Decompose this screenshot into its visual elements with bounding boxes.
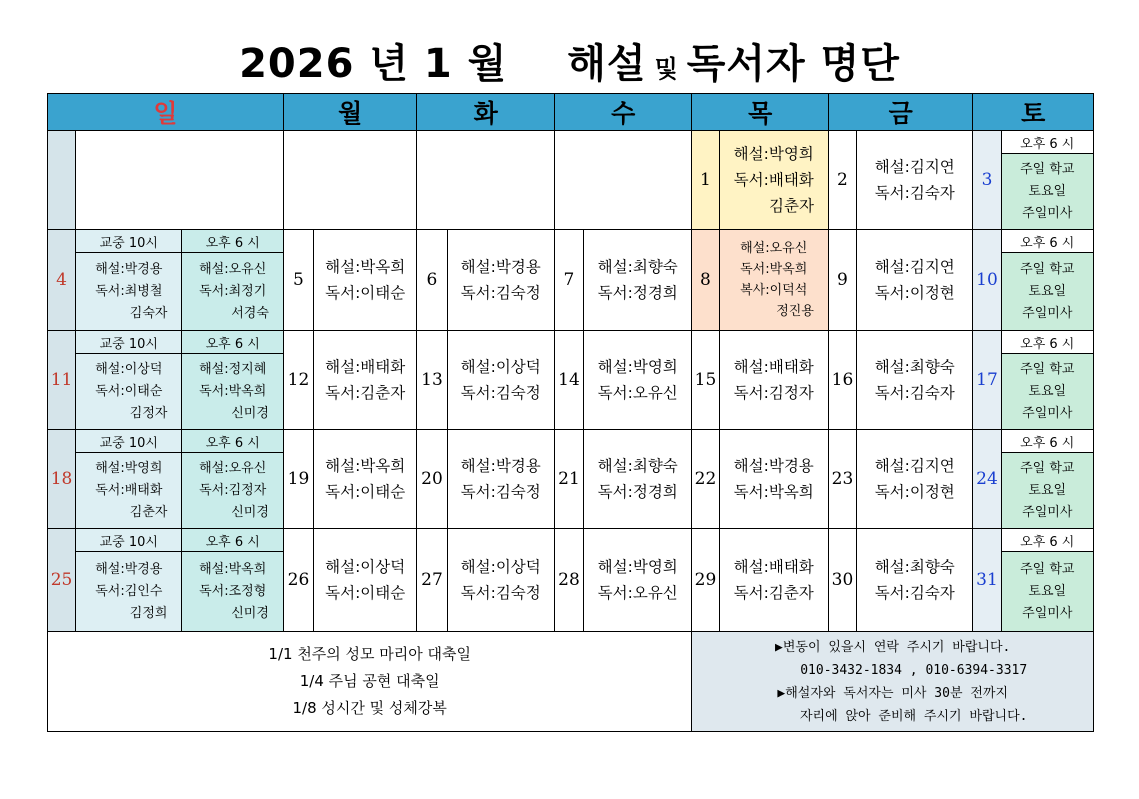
sat-mass-time: 오후 6 시 [1001,230,1093,253]
weekday-thu: 목 [692,94,829,131]
reader: 독서:김인수 [95,583,163,599]
commentator: 해설:박영희 [597,358,678,376]
reader: 독서:김춘자 [733,584,814,602]
reader-2: 김숙자 [129,305,168,321]
sun-evening-label: 오후 6 시 [182,230,283,253]
commentator: 해설:김지연 [874,158,955,176]
reader: 독서:김숙정 [460,384,541,402]
empty-cell [554,131,692,230]
week-row-4 [48,430,1094,453]
assignment-cell-special [719,230,828,331]
assignment-cell [857,430,973,529]
sun-evening-label: 오후 6 시 [182,529,283,552]
notice-line: ▶해설자와 독서자는 미사 30분 전까지 [777,685,1009,701]
commentator: 해설:최향숙 [597,457,678,475]
sat-line: 주일 학교 [1020,361,1075,377]
sat-mass-time: 오후 6 시 [1001,430,1093,453]
sat-line: 토요일 [1028,583,1067,599]
sun-evening-assignment [182,453,283,529]
commentator: 해설:이상덕 [95,361,163,377]
commentator: 해설:박경용 [733,457,814,475]
reader: 독서:김숙자 [874,584,955,602]
server: 복사:이덕석 [740,283,808,298]
reader: 독서:박옥희 [740,262,808,277]
assignment-cell [447,331,554,430]
empty-sun-date [48,131,76,230]
commentator: 해설:정지혜 [199,361,267,377]
assignment-cell [584,331,692,430]
date-number-sat: 10 [973,230,1001,331]
reader: 독서:오유신 [597,584,678,602]
reader-2: 김춘자 [129,504,168,520]
sat-mass-time: 오후 6 시 [1001,131,1093,154]
contact-notice [692,632,1094,732]
reader-2: 서경숙 [231,305,269,321]
sat-mass-time: 오후 6 시 [1001,529,1093,552]
notice-line: 자리에 앉아 준비해 주시기 바랍니다. [799,708,1028,724]
feast-note: 1/1 천주의 성모 마리아 대축일 [268,645,472,663]
sat-line: 주일미사 [1022,605,1073,621]
weekday-sat: 토 [973,94,1094,131]
weekday-wed: 수 [554,94,692,131]
reader: 독서:이정현 [874,284,955,302]
sat-line: 주일미사 [1022,504,1073,520]
assignment-cell [584,230,692,331]
sun-evening-label: 오후 6 시 [182,331,283,354]
commentator: 해설:박영희 [597,558,678,576]
date-number: 5 [283,230,313,331]
assignment-cell [314,331,417,430]
date-number: 22 [692,430,719,529]
commentator: 해설:박옥희 [325,457,406,475]
commentator: 해설:배태화 [325,358,406,376]
sat-line: 주일미사 [1022,205,1073,221]
date-number: 27 [417,529,447,632]
sun-morning-label: 교중 10시 [76,430,182,453]
date-number: 1 [692,131,719,230]
date-number-sat: 3 [973,131,1001,230]
commentator: 해설:박옥희 [325,258,406,276]
commentator: 해설:오유신 [199,460,267,476]
commentator: 해설:김지연 [874,258,955,276]
reader: 독서:김정자 [733,384,814,402]
assignment-cell [719,430,828,529]
week-row-3 [48,331,1094,354]
commentator: 해설:이상덕 [325,558,406,576]
commentator: 해설:박경용 [95,561,163,577]
empty-cell [76,131,284,230]
date-number: 20 [417,430,447,529]
weekday-header-row [48,94,1094,131]
sun-morning-assignment [76,354,182,430]
date-number: 30 [828,529,856,632]
commentator: 해설:최향숙 [874,358,955,376]
reader: 독서:김숙정 [460,483,541,501]
empty-cell [283,131,417,230]
assignment-cell [584,430,692,529]
assignment-cell [719,331,828,430]
date-number: 7 [554,230,583,331]
assignment-cell [447,230,554,331]
reader: 독서:박옥희 [199,383,267,399]
sun-morning-assignment [76,552,182,632]
week-row-2 [48,230,1094,253]
reader: 독서:최정기 [199,283,267,299]
phone-numbers: 010-3432-1834 , 010-6394-3317 [800,662,1028,678]
title-commentary: 해설 [567,41,647,87]
reader: 독서:박옥희 [733,483,814,501]
sat-line: 주일미사 [1022,405,1073,421]
date-number-sat: 24 [973,430,1001,529]
commentator: 해설:오유신 [740,241,808,256]
reader: 독서:배태화 [95,482,163,498]
reader: 독서:최병철 [95,283,163,299]
weekday-tue: 화 [417,94,555,131]
week-row-1 [48,131,1094,154]
date-number: 23 [828,430,856,529]
reader-2: 김춘자 [769,197,814,215]
commentator: 해설:이상덕 [460,358,541,376]
assignment-cell [584,529,692,632]
reader-2: 신미경 [231,504,269,520]
sun-morning-label: 교중 10시 [76,529,182,552]
commentator: 해설:이상덕 [460,558,541,576]
sun-morning-label: 교중 10시 [76,331,182,354]
date-number: 28 [554,529,583,632]
date-number: 14 [554,331,583,430]
assignment-cell [314,430,417,529]
sun-morning-assignment [76,453,182,529]
assignment-cell [857,529,973,632]
feast-note: 1/4 주님 공현 대축일 [299,672,440,690]
date-number: 21 [554,430,583,529]
commentator: 해설:박경용 [95,261,163,277]
date-number: 6 [417,230,447,331]
date-number: 2 [828,131,856,230]
reader: 독서:정경희 [597,483,678,501]
server-2: 정진용 [776,304,814,319]
reader: 독서:이태순 [95,383,163,399]
assignment-cell [719,131,828,230]
page-title [0,34,1139,94]
feast-notes [48,632,692,732]
reader: 독서:이정현 [874,483,955,501]
sun-evening-assignment [182,253,283,331]
date-number-sun: 25 [48,529,76,632]
date-number-sun: 18 [48,430,76,529]
reader: 독서:이태순 [325,483,406,501]
sat-line: 주일 학교 [1020,261,1075,277]
reader: 독서:김춘자 [325,384,406,402]
title-month: 2026 년 1 월 [239,41,508,87]
weekday-sun: 일 [48,94,284,131]
week-row-5 [48,529,1094,552]
sat-line: 주일 학교 [1020,161,1075,177]
reader-2: 김정자 [129,405,168,421]
feast-note: 1/8 성시간 및 성체강복 [292,699,447,717]
commentator: 해설:박영희 [95,460,163,476]
date-number: 13 [417,331,447,430]
sat-mass-info [1001,552,1093,632]
commentator: 해설:박경용 [460,258,541,276]
assignment-cell [857,131,973,230]
assignment-cell [719,529,828,632]
assignment-cell [314,529,417,632]
sat-line: 주일 학교 [1020,561,1075,577]
reader: 독서:이태순 [325,284,406,302]
title-and: 및 [654,55,679,83]
assignment-cell [857,331,973,430]
sun-morning-assignment [76,253,182,331]
commentator: 해설:배태화 [733,358,814,376]
sat-line: 토요일 [1028,482,1067,498]
commentator: 해설:배태화 [733,558,814,576]
date-number: 26 [283,529,313,632]
reader: 독서:김숙자 [874,384,955,402]
assignment-cell [447,430,554,529]
sat-mass-time: 오후 6 시 [1001,331,1093,354]
commentator: 해설:최향숙 [874,558,955,576]
commentator: 해설:김지연 [874,457,955,475]
sun-morning-label: 교중 10시 [76,230,182,253]
commentator: 해설:오유신 [199,261,267,277]
reader-2: 신미경 [231,405,269,421]
commentator: 해설:박영희 [733,145,814,163]
sat-mass-info [1001,253,1093,331]
reader: 독서:김정자 [199,482,267,498]
commentator: 해설:박경용 [460,457,541,475]
sat-line: 토요일 [1028,183,1067,199]
sun-evening-assignment [182,354,283,430]
sat-mass-info [1001,354,1093,430]
date-number-sun: 11 [48,331,76,430]
sat-line: 주일 학교 [1020,460,1075,476]
reader: 독서:오유신 [597,384,678,402]
weekday-fri: 금 [828,94,973,131]
notice-line: ▶변동이 있을시 연락 주시기 바랍니다. [775,639,1011,655]
empty-cell [417,131,555,230]
reader: 독서:김숙정 [460,284,541,302]
reader: 독서:이태순 [325,584,406,602]
sat-mass-info [1001,154,1093,230]
title-readers: 독서자 명단 [686,41,900,87]
date-number-sun: 4 [48,230,76,331]
commentator: 해설:박옥희 [199,561,267,577]
reader: 독서:김숙자 [874,184,955,202]
sun-evening-assignment [182,552,283,632]
sat-mass-info [1001,453,1093,529]
assignment-cell [314,230,417,331]
sun-evening-label: 오후 6 시 [182,430,283,453]
reader: 독서:정경희 [597,284,678,302]
date-number: 9 [828,230,856,331]
reader: 독서:배태화 [733,171,814,189]
date-number: 16 [828,331,856,430]
commentator: 해설:최향숙 [597,258,678,276]
schedule-calendar [47,93,1094,732]
date-number: 29 [692,529,719,632]
weekday-mon: 월 [283,94,417,131]
reader: 독서:김숙정 [460,584,541,602]
date-number: 8 [692,230,719,331]
date-number: 15 [692,331,719,430]
date-number: 19 [283,430,313,529]
notes-row [48,632,1094,732]
reader: 독서:조정형 [199,583,267,599]
sat-line: 토요일 [1028,383,1067,399]
reader-2: 신미경 [231,605,269,621]
reader-2: 김정희 [129,605,168,621]
sat-line: 토요일 [1028,283,1067,299]
date-number-sat: 17 [973,331,1001,430]
assignment-cell [857,230,973,331]
date-number-sat: 31 [973,529,1001,632]
assignment-cell [447,529,554,632]
sat-line: 주일미사 [1022,305,1073,321]
date-number: 12 [283,331,313,430]
